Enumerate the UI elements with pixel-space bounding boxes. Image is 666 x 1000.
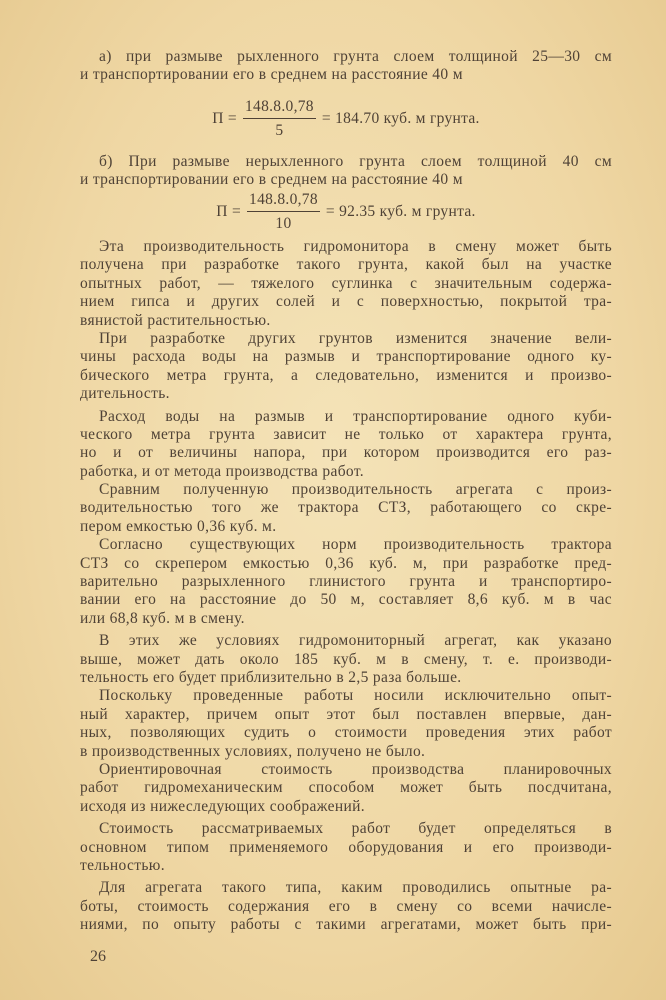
item-b [80,153,612,190]
item-a [80,48,612,85]
numerator: 148.8.0,78 [247,191,320,212]
formula-rhs: = 184.70 куб. м грунта. [321,110,480,127]
text-line: Сравним полученную производительность агрегата с произ- [99,481,612,499]
paragraph [80,879,612,934]
text-line: тельностью. [80,856,165,874]
formula-rhs: = 92.35 куб. м грунта. [325,203,476,220]
text-line: Для агрегата такого типа, каким проводились опытные ра- [99,879,612,897]
text-line: в производственных условиях, получено не было. [80,742,426,760]
text-line: нием гипса и других солей и с поверхностью, покрытой тра- [80,293,612,311]
paragraph [80,330,612,404]
text-line: а) при размыве рыхленного грунта слоем толщиной 25—30 см [99,48,612,65]
text-line: или 68,8 куб. м в смену. [80,609,245,627]
text-line: бического метра грунта, а следовательно, изменится и произво- [80,366,612,384]
text-line: Расход воды на размыв и транспортирование одного куби- [99,407,612,425]
text-line: опытных работ, — тяжелого суглинка с значительным содержа- [80,274,612,292]
formula-2 [80,191,612,233]
formula-lhs: П = [216,203,242,220]
paragraph [80,761,612,816]
text-line: ный характер, причем опыт этот был поставлен впервые, дан- [80,705,612,723]
paragraph [80,481,612,536]
text-line: дительность. [80,385,170,403]
paragraph [80,408,612,482]
text-line: СТЗ со скрепером емкостью 0,36 куб. м, при разработке пред- [80,554,612,572]
text-line: Согласно существующих норм производительность трактора [99,536,612,554]
text-line: получена при разработке такого грунта, какой был на участке [80,256,612,274]
text-line: водительностью того же трактора СТЗ, работающего со скре- [80,499,612,517]
text-line: При разработке других грунтов изменится значение вели- [99,329,612,347]
text-line: и транспортировании его в среднем на расстояние 40 м [80,171,463,189]
paragraph [80,632,612,687]
text-line: работ гидромеханическим способом может быть посдчитана, [80,779,612,797]
text-line: основном типом применяемого оборудования и его производи- [80,838,612,856]
text-line: вянистой растительностью. [80,311,271,329]
text-line: б) При размыве нерыхленного грунта слоем толщиной 40 см [99,153,612,170]
denominator: 5 [275,122,284,139]
text-line: работка, и от метода производства работ. [80,462,365,480]
formula-1 [80,98,612,140]
text-line: ных, позволяющих судить о стоимости проведения этих работ [80,724,612,742]
paragraph [80,820,612,875]
text-line: ниями, по опыту работы с такими агрегатами, может быть при- [80,916,612,934]
text-line: Стоимость рассматриваемых работ будет определяться в [99,820,612,838]
text-line: чины расхода воды на размыв и транспортирование одного ку- [80,348,612,366]
formula-lhs: П = [212,110,237,127]
text-line: тельность его будет приблизительно в 2,5 раза больше. [80,668,462,686]
text-line: В этих же условиях гидромониторный агрегат, как указано [99,632,612,650]
text-line: вании его на расстояние до 50 м, составляет 8,6 куб. м в час [80,591,612,609]
text-line: Поскольку проведенные работы носили исключительно опыт- [99,687,612,705]
fraction [247,191,320,233]
text-line: выше, может дать около 185 куб. м в смену, т. е. производи- [80,650,612,668]
body-text [80,238,612,934]
text-line: ческого метра грунта зависит не только от характера грунта, [80,425,612,443]
text-line: исходя из нижеследующих соображений. [80,797,365,815]
text-line: варительно разрыхленного глинистого грунта и транспортиро- [80,573,612,591]
paragraph [80,238,612,330]
paragraph [80,687,612,761]
text-line: Ориентировочная стоимость производства планировочных [99,760,612,778]
text-line: боты, стоимость содержания его в смену со всеми начисле- [80,897,612,915]
numerator: 148.8.0,78 [243,98,316,119]
text-line: и транспортировании его в среднем на расстояние 40 м [80,66,463,84]
fraction [243,98,316,140]
denominator: 10 [275,215,292,232]
text-line: пером емкостью 0,36 куб. м. [80,517,277,535]
page-number: 26 [90,948,106,965]
text-line: Эта производительность гидромонитора в смену может быть [99,238,612,255]
text-line: но и от величины напора, при котором производится его раз- [80,444,612,462]
paragraph [80,536,612,628]
